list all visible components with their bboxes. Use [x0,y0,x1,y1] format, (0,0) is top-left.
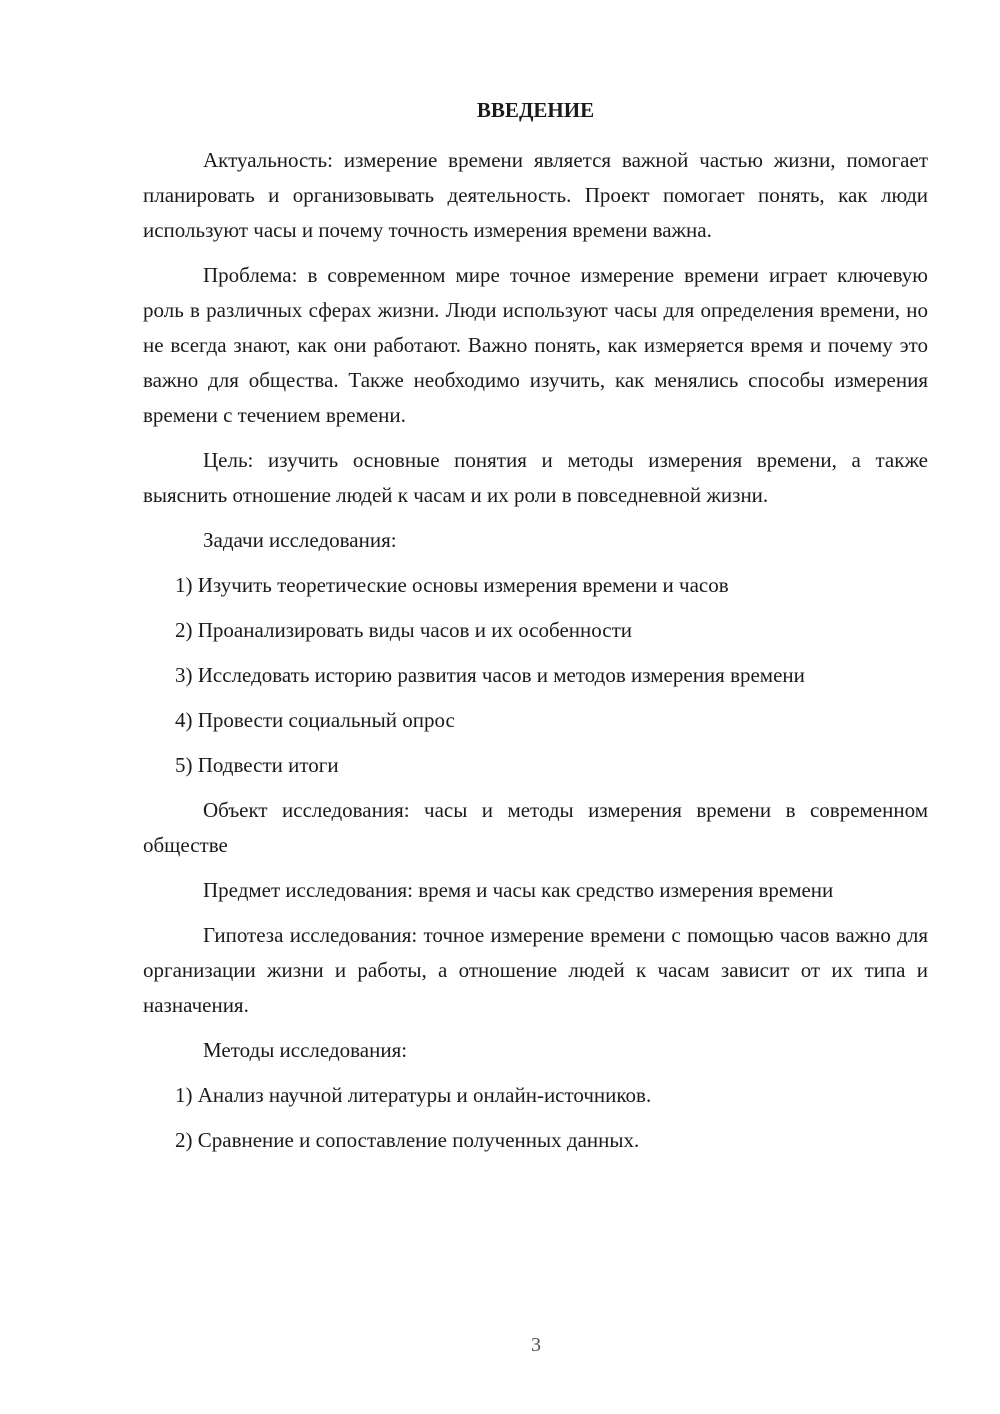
problem-paragraph: Проблема: в современном мире точное измерение времени играет ключевую роль в различных сферах жизни. Люди используют часы для определения времени, но не всегда знают, как они работают. Важно понять, как измеряется время и почему это важно для общества. Также необходимо изучить, как менялись способы измерения времени с течением времени. [143,263,928,427]
task-item: 5) Подвести итоги [175,753,339,777]
relevance-paragraph: Актуальность: измерение времени является важной частью жизни, помогает планировать и организовывать деятельность. Проект помогает понять, как люди используют часы и почему точность измерения времени важна. [143,148,928,242]
hypothesis-paragraph: Гипотеза исследования: точное измерение времени с помощью часов важно для организации жизни и работы, а отношение людей к часам зависит от их типа и назначения. [143,923,928,1017]
subject-paragraph: Предмет исследования: время и часы как средство измерения времени [203,878,834,902]
goal-paragraph: Цель: изучить основные понятия и методы измерения времени, а также выяснить отношение людей к часам и их роли в повседневной жизни. [143,448,928,507]
section-title: ВВЕДЕНИЕ [476,98,595,122]
task-item: 1) Изучить теоретические основы измерения времени и часов [175,573,729,597]
task-item: 2) Проанализировать виды часов и их особенности [175,618,632,642]
method-item: 2) Сравнение и сопоставление полученных данных. [175,1128,640,1152]
task-item: 3) Исследовать историю развития часов и методов измерения времени [175,663,805,687]
tasks-heading: Задачи исследования: [203,528,397,552]
page-content [143,96,928,1168]
methods-heading: Методы исследования: [203,1038,408,1062]
object-paragraph: Объект исследования: часы и методы измерения времени в современном обществе [143,798,928,857]
page-number: 3 [531,1334,541,1356]
method-item: 1) Анализ научной литературы и онлайн-источников. [175,1083,652,1107]
task-item: 4) Провести социальный опрос [175,708,455,732]
